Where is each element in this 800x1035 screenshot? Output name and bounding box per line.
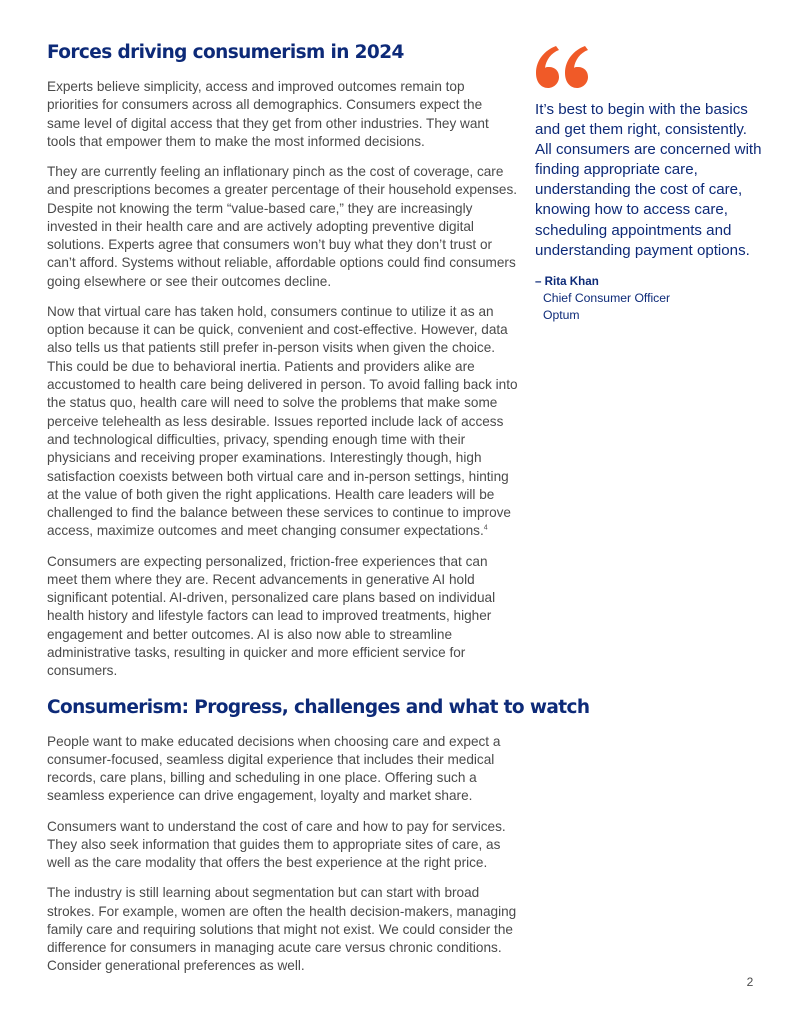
body-paragraph: People want to make educated decisions when choosing care and expect a consumer-focused, seamless digital experience that includes their medical records, care plans, billing and scheduling in one place. Offering such a seamless experience can drive engagement, loyalty and market share.	[47, 733, 501, 804]
body-paragraph	[47, 303, 519, 541]
body-paragraph: Experts believe simplicity, access and improved outcomes remain top priorities for consumers across all demographics. Consumers expect the same level of digital access that they get from other industries. They want tools that empower them to make the most informed decisions.	[47, 79, 489, 149]
quote-text: It’s best to begin with the basics and get them right, consistently. All consumers are concerned with finding appropriate care, understanding the cost of care, knowing how to access care, scheduling appointments and understanding payment options.	[535, 101, 762, 259]
pull-quote	[535, 44, 765, 324]
section-heading-consumerism: Consumerism: Progress, challenges and what to watch	[47, 696, 590, 718]
page-number: 2	[746, 975, 754, 989]
quote-mark-icon	[535, 44, 589, 90]
body-paragraph: The industry is still learning about segmentation but can start with broad strokes. For example, women are often the health decision-makers, managing family care and requiring solutions that might not exist. We could consider the difference for consumers in managing acute care versus chronic conditions. Consider generational preferences as well.	[47, 885, 517, 974]
paragraph-text: Now that virtual care has taken hold, consumers continue to utilize it as an option because it can be quick, convenient and cost-effective. However, data also tells us that patients still prefer in-person visits when given the choice. This could be due to behavioral inertia. Patients and providers alike are accustomed to health care being delivered in person. To avoid falling back into the status quo, health care will need to solve the problems that make some perceive telehealth as less desirable. Issues reported include lack of access and technological difficulties, privacy, spending enough time with their physicians and receiving proper examinations. Interestingly though, high satisfaction coexists between both virtual care and in-person settings, hinting at the value of both given the right applications. Health care leaders will be challenged to find the balance between these services to continue to improve access, maximize outcomes and meet changing consumer expectations.	[47, 303, 518, 539]
quote-author-name: – Rita Khan	[535, 274, 599, 288]
section-heading-forces: Forces driving consumerism in 2024	[47, 42, 404, 63]
footnote-reference: 4	[483, 524, 488, 532]
quote-author-organization: Optum	[543, 307, 580, 322]
body-paragraph: Consumers want to understand the cost of care and how to pay for services. They also seek information that guides them to appropriate sites of care, as well as the care modality that offers the best experience at the right price.	[47, 818, 506, 871]
quote-author-title: Chief Consumer Officer	[543, 290, 671, 305]
body-paragraph: Consumers are expecting personalized, friction-free experiences that can meet them where they are. Recent advancements in generative AI hold significant potential. AI-driven, personalized care plans based on individual health history and lifestyle factors can lead to improved treatments, higher engagement and better outcomes. AI is also now able to streamline administrative tasks, resulting in quicker and more efficient service for consumers.	[47, 553, 496, 679]
body-paragraph: They are currently feeling an inflationary pinch as the cost of coverage, care and prescriptions becomes a greater percentage of their household expenses. Despite not knowing the term “value-based care,” they are increasingly invested in their health care and are actively adopting preventive digital solutions. Experts agree that consumers won’t buy what they don’t trust or can’t afford. Systems without reliable, affordable options could find consumers going elsewhere or see their outcomes decline.	[47, 163, 518, 289]
